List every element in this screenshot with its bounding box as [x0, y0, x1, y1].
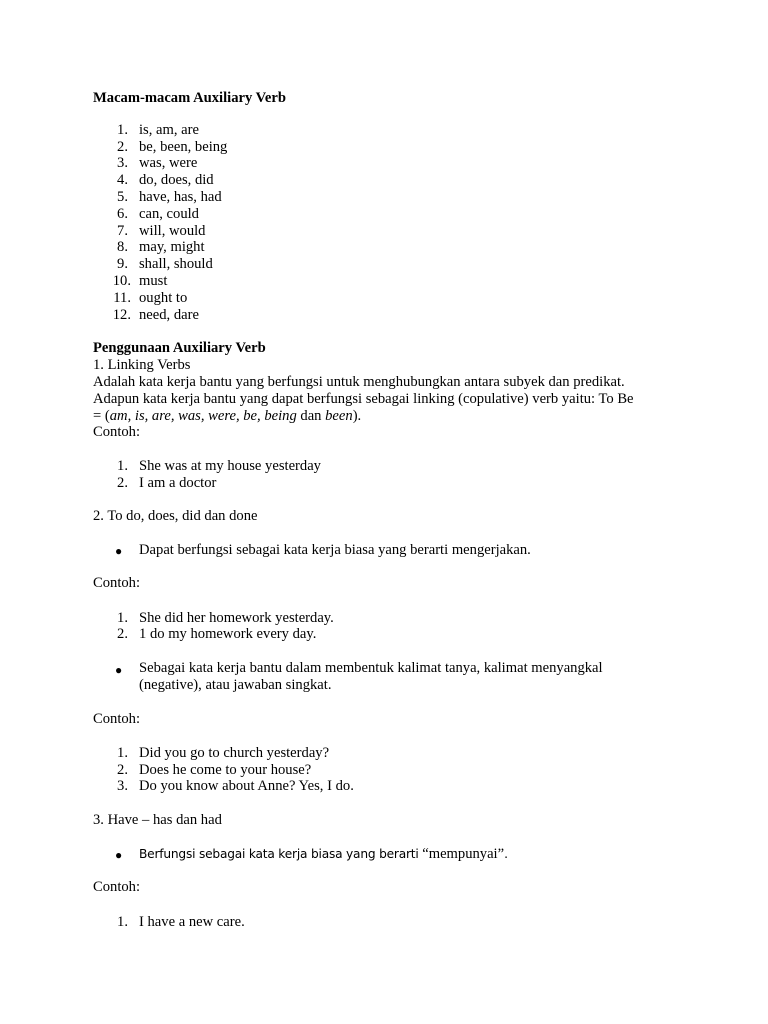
italic-text: been — [325, 408, 353, 424]
paragraph-line: Adapun kata kerja bantu yang dapat berfungsi sebagai linking (copulative) verb yaitu: To Be — [93, 391, 634, 407]
list-text: I have a new care. — [139, 914, 245, 930]
bullet-icon: ● — [115, 848, 123, 862]
list-text: can, could — [139, 206, 199, 222]
list-number: 8. — [117, 239, 128, 255]
text-run: ). — [352, 408, 362, 424]
list-text: She was at my house yesterday — [139, 458, 321, 474]
list-text: 1 do my homework every day. — [139, 626, 317, 642]
list-number: 1. — [117, 458, 128, 474]
list-number: 1. — [117, 914, 128, 930]
list-text: must — [139, 273, 168, 289]
list-text: will, would — [139, 223, 206, 239]
list-number: 12. — [112, 307, 131, 323]
list-text: shall, should — [139, 256, 213, 272]
list-text: I am a doctor — [139, 475, 217, 491]
list-number: 5. — [117, 189, 128, 205]
section-title: 2. To do, does, did dan done — [93, 508, 258, 524]
list-text: is, am, are — [139, 122, 199, 138]
list-number: 11. — [113, 290, 131, 306]
section-title: 3. Have – has dan had — [93, 812, 222, 828]
example-label: Contoh: — [93, 575, 141, 591]
list-number: 2. — [117, 475, 128, 491]
list-number: 1. — [117, 610, 128, 626]
quoted-word: “mempunyai” — [422, 846, 505, 862]
list-number: 6. — [117, 206, 128, 222]
list-text: may, might — [139, 239, 205, 255]
text-run: . — [504, 847, 508, 861]
list-text: She did her homework yesterday. — [139, 610, 334, 626]
list-number: 2. — [117, 762, 128, 778]
list-text: be, been, being — [139, 139, 228, 155]
bullet-text: Sebagai kata kerja bantu dalam membentuk kalimat tanya, kalimat menyangkal — [139, 660, 603, 676]
list-number: 3. — [117, 155, 128, 171]
list-text: do, does, did — [139, 172, 214, 188]
list-text: ought to — [139, 290, 188, 306]
text-run: dan — [296, 408, 326, 424]
bullet-text — [139, 846, 508, 863]
bullet-icon: ● — [115, 663, 123, 677]
text-run: Berfungsi sebagai kata kerja biasa yang berarti — [139, 847, 423, 861]
list-number: 4. — [117, 172, 128, 188]
example-label: Contoh: — [93, 879, 141, 895]
list-text: Does he come to your house? — [139, 762, 312, 778]
list-text: was, were — [139, 155, 198, 171]
bullet-icon: ● — [115, 544, 123, 558]
list-number: 2. — [117, 626, 128, 642]
list-text: Do you know about Anne? Yes, I do. — [139, 778, 354, 794]
paragraph-line: Adalah kata kerja bantu yang berfungsi untuk menghubungkan antara subyek dan predikat. — [93, 374, 625, 390]
paragraph-line — [93, 408, 361, 425]
list-number: 1. — [117, 122, 128, 138]
list-text: have, has, had — [139, 189, 222, 205]
list-number: 3. — [117, 778, 128, 794]
list-number: 2. — [117, 139, 128, 155]
list-number: 10. — [112, 273, 131, 289]
bullet-text: (negative), atau jawaban singkat. — [139, 677, 332, 693]
example-label: Contoh: — [93, 424, 141, 440]
list-number: 9. — [117, 256, 128, 272]
list-text: Did you go to church yesterday? — [139, 745, 330, 761]
list-number: 1. — [117, 745, 128, 761]
bullet-text: Dapat berfungsi sebagai kata kerja biasa yang berarti mengerjakan. — [139, 542, 531, 558]
text-run: = ( — [93, 408, 110, 424]
example-label: Contoh: — [93, 711, 141, 727]
heading-auxiliary-verb-usage: Penggunaan Auxiliary Verb — [93, 340, 266, 356]
heading-auxiliary-verb-types: Macam-macam Auxiliary Verb — [93, 90, 286, 106]
section-title: 1. Linking Verbs — [93, 357, 191, 373]
italic-text: am, is, are, was, were, be, being — [109, 408, 297, 424]
list-number: 7. — [117, 223, 128, 239]
list-text: need, dare — [139, 307, 199, 323]
